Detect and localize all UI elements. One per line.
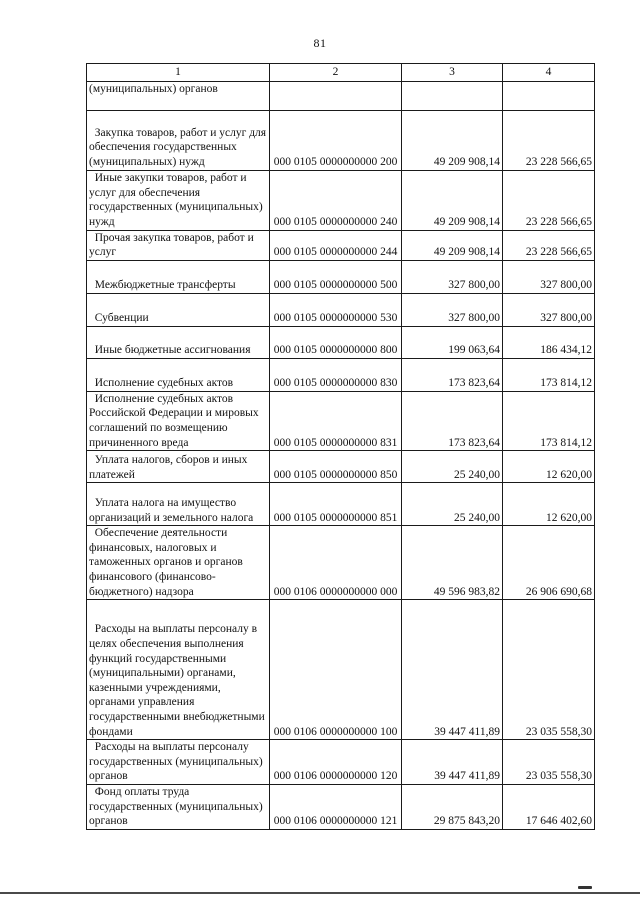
row-name-cell: Иные бюджетные ассигнования xyxy=(87,326,270,358)
row-value-2-cell: 173 814,12 xyxy=(503,391,595,450)
table-body xyxy=(87,81,595,829)
row-value-2-cell: 23 228 566,65 xyxy=(503,170,595,230)
row-name-cell: Закупка товаров, работ и услуг для обеспечения государственных (муниципальных) нужд xyxy=(87,110,270,170)
row-code-cell: 000 0106 0000000000 120 xyxy=(270,740,402,785)
table-row xyxy=(87,326,595,358)
table-row xyxy=(87,230,595,260)
row-value-1-cell: 39 447 411,89 xyxy=(402,600,503,740)
row-name-cell: (муниципальных) органов xyxy=(87,81,270,110)
row-value-2-cell: 23 228 566,65 xyxy=(503,110,595,170)
row-value-2-cell: 23 035 558,30 xyxy=(503,600,595,740)
table-row xyxy=(87,740,595,785)
table-row xyxy=(87,260,595,293)
scan-bottom-edge xyxy=(0,892,640,894)
row-value-2-cell: 186 434,12 xyxy=(503,326,595,358)
row-value-1-cell: 49 209 908,14 xyxy=(402,230,503,260)
row-code-cell xyxy=(270,81,402,110)
row-code-cell: 000 0105 0000000000 831 xyxy=(270,391,402,450)
header-col-1: 1 xyxy=(87,64,270,82)
row-name-cell: Расходы на выплаты персоналу государственных (муниципальных) органов xyxy=(87,740,270,785)
row-value-1-cell: 199 063,64 xyxy=(402,326,503,358)
row-value-1-cell xyxy=(402,81,503,110)
header-row xyxy=(87,64,595,82)
row-value-1-cell: 39 447 411,89 xyxy=(402,740,503,785)
row-code-cell: 000 0105 0000000000 830 xyxy=(270,358,402,391)
row-value-1-cell: 173 823,64 xyxy=(402,358,503,391)
table-row xyxy=(87,170,595,230)
row-name-cell: Иные закупки товаров, работ и услуг для обеспечения государственных (муниципальных) нужд xyxy=(87,170,270,230)
row-value-2-cell: 23 228 566,65 xyxy=(503,230,595,260)
table-row xyxy=(87,526,595,600)
table-row xyxy=(87,451,595,483)
row-code-cell: 000 0105 0000000000 851 xyxy=(270,483,402,526)
row-value-1-cell: 173 823,64 xyxy=(402,391,503,450)
row-name-cell: Уплата налогов, сборов и иных платежей xyxy=(87,451,270,483)
row-value-1-cell: 29 875 843,20 xyxy=(402,784,503,829)
row-value-1-cell: 327 800,00 xyxy=(402,260,503,293)
scan-speck xyxy=(578,886,592,889)
row-value-1-cell: 49 209 908,14 xyxy=(402,110,503,170)
header-col-4: 4 xyxy=(503,64,595,82)
budget-report-table xyxy=(86,63,595,830)
table-row xyxy=(87,110,595,170)
row-value-2-cell: 327 800,00 xyxy=(503,293,595,326)
row-value-2-cell: 12 620,00 xyxy=(503,483,595,526)
table-row xyxy=(87,391,595,450)
row-value-1-cell: 25 240,00 xyxy=(402,483,503,526)
row-code-cell: 000 0105 0000000000 850 xyxy=(270,451,402,483)
row-value-2-cell: 23 035 558,30 xyxy=(503,740,595,785)
row-value-2-cell xyxy=(503,81,595,110)
row-value-1-cell: 25 240,00 xyxy=(402,451,503,483)
header-col-3: 3 xyxy=(402,64,503,82)
row-code-cell: 000 0105 0000000000 500 xyxy=(270,260,402,293)
row-value-1-cell: 327 800,00 xyxy=(402,293,503,326)
row-name-cell: Субвенции xyxy=(87,293,270,326)
table-row xyxy=(87,784,595,829)
row-name-cell: Исполнение судебных актов xyxy=(87,358,270,391)
row-value-2-cell: 327 800,00 xyxy=(503,260,595,293)
row-name-cell: Уплата налога на имущество организаций и земельного налога xyxy=(87,483,270,526)
row-value-1-cell: 49 596 983,82 xyxy=(402,526,503,600)
row-name-cell: Фонд оплаты труда государственных (муниципальных) органов xyxy=(87,784,270,829)
row-code-cell: 000 0105 0000000000 200 xyxy=(270,110,402,170)
table-row xyxy=(87,81,595,110)
row-name-cell: Обеспечение деятельности финансовых, налоговых и таможенных органов и органов финансового (финансово-бюджетного) надзора xyxy=(87,526,270,600)
row-name-cell: Исполнение судебных актов Российской Федерации и мировых соглашений по возмещению причиненного вреда xyxy=(87,391,270,450)
row-code-cell: 000 0106 0000000000 000 xyxy=(270,526,402,600)
row-code-cell: 000 0106 0000000000 121 xyxy=(270,784,402,829)
table-row xyxy=(87,293,595,326)
row-value-2-cell: 12 620,00 xyxy=(503,451,595,483)
header-col-2: 2 xyxy=(270,64,402,82)
row-code-cell: 000 0105 0000000000 240 xyxy=(270,170,402,230)
row-value-2-cell: 173 814,12 xyxy=(503,358,595,391)
row-value-2-cell: 26 906 690,68 xyxy=(503,526,595,600)
row-code-cell: 000 0105 0000000000 244 xyxy=(270,230,402,260)
table-row xyxy=(87,483,595,526)
row-name-cell: Межбюджетные трансферты xyxy=(87,260,270,293)
table-row xyxy=(87,600,595,740)
page-number: 81 xyxy=(313,36,327,50)
row-name-cell: Расходы на выплаты персоналу в целях обеспечения выполнения функций государственными (муниципальными) органами, казенными учреждениями, органами управления государственными внебюджетными фондами xyxy=(87,600,270,740)
row-code-cell: 000 0105 0000000000 800 xyxy=(270,326,402,358)
row-value-1-cell: 49 209 908,14 xyxy=(402,170,503,230)
row-code-cell: 000 0106 0000000000 100 xyxy=(270,600,402,740)
row-code-cell: 000 0105 0000000000 530 xyxy=(270,293,402,326)
row-value-2-cell: 17 646 402,60 xyxy=(503,784,595,829)
row-name-cell: Прочая закупка товаров, работ и услуг xyxy=(87,230,270,260)
table-row xyxy=(87,358,595,391)
